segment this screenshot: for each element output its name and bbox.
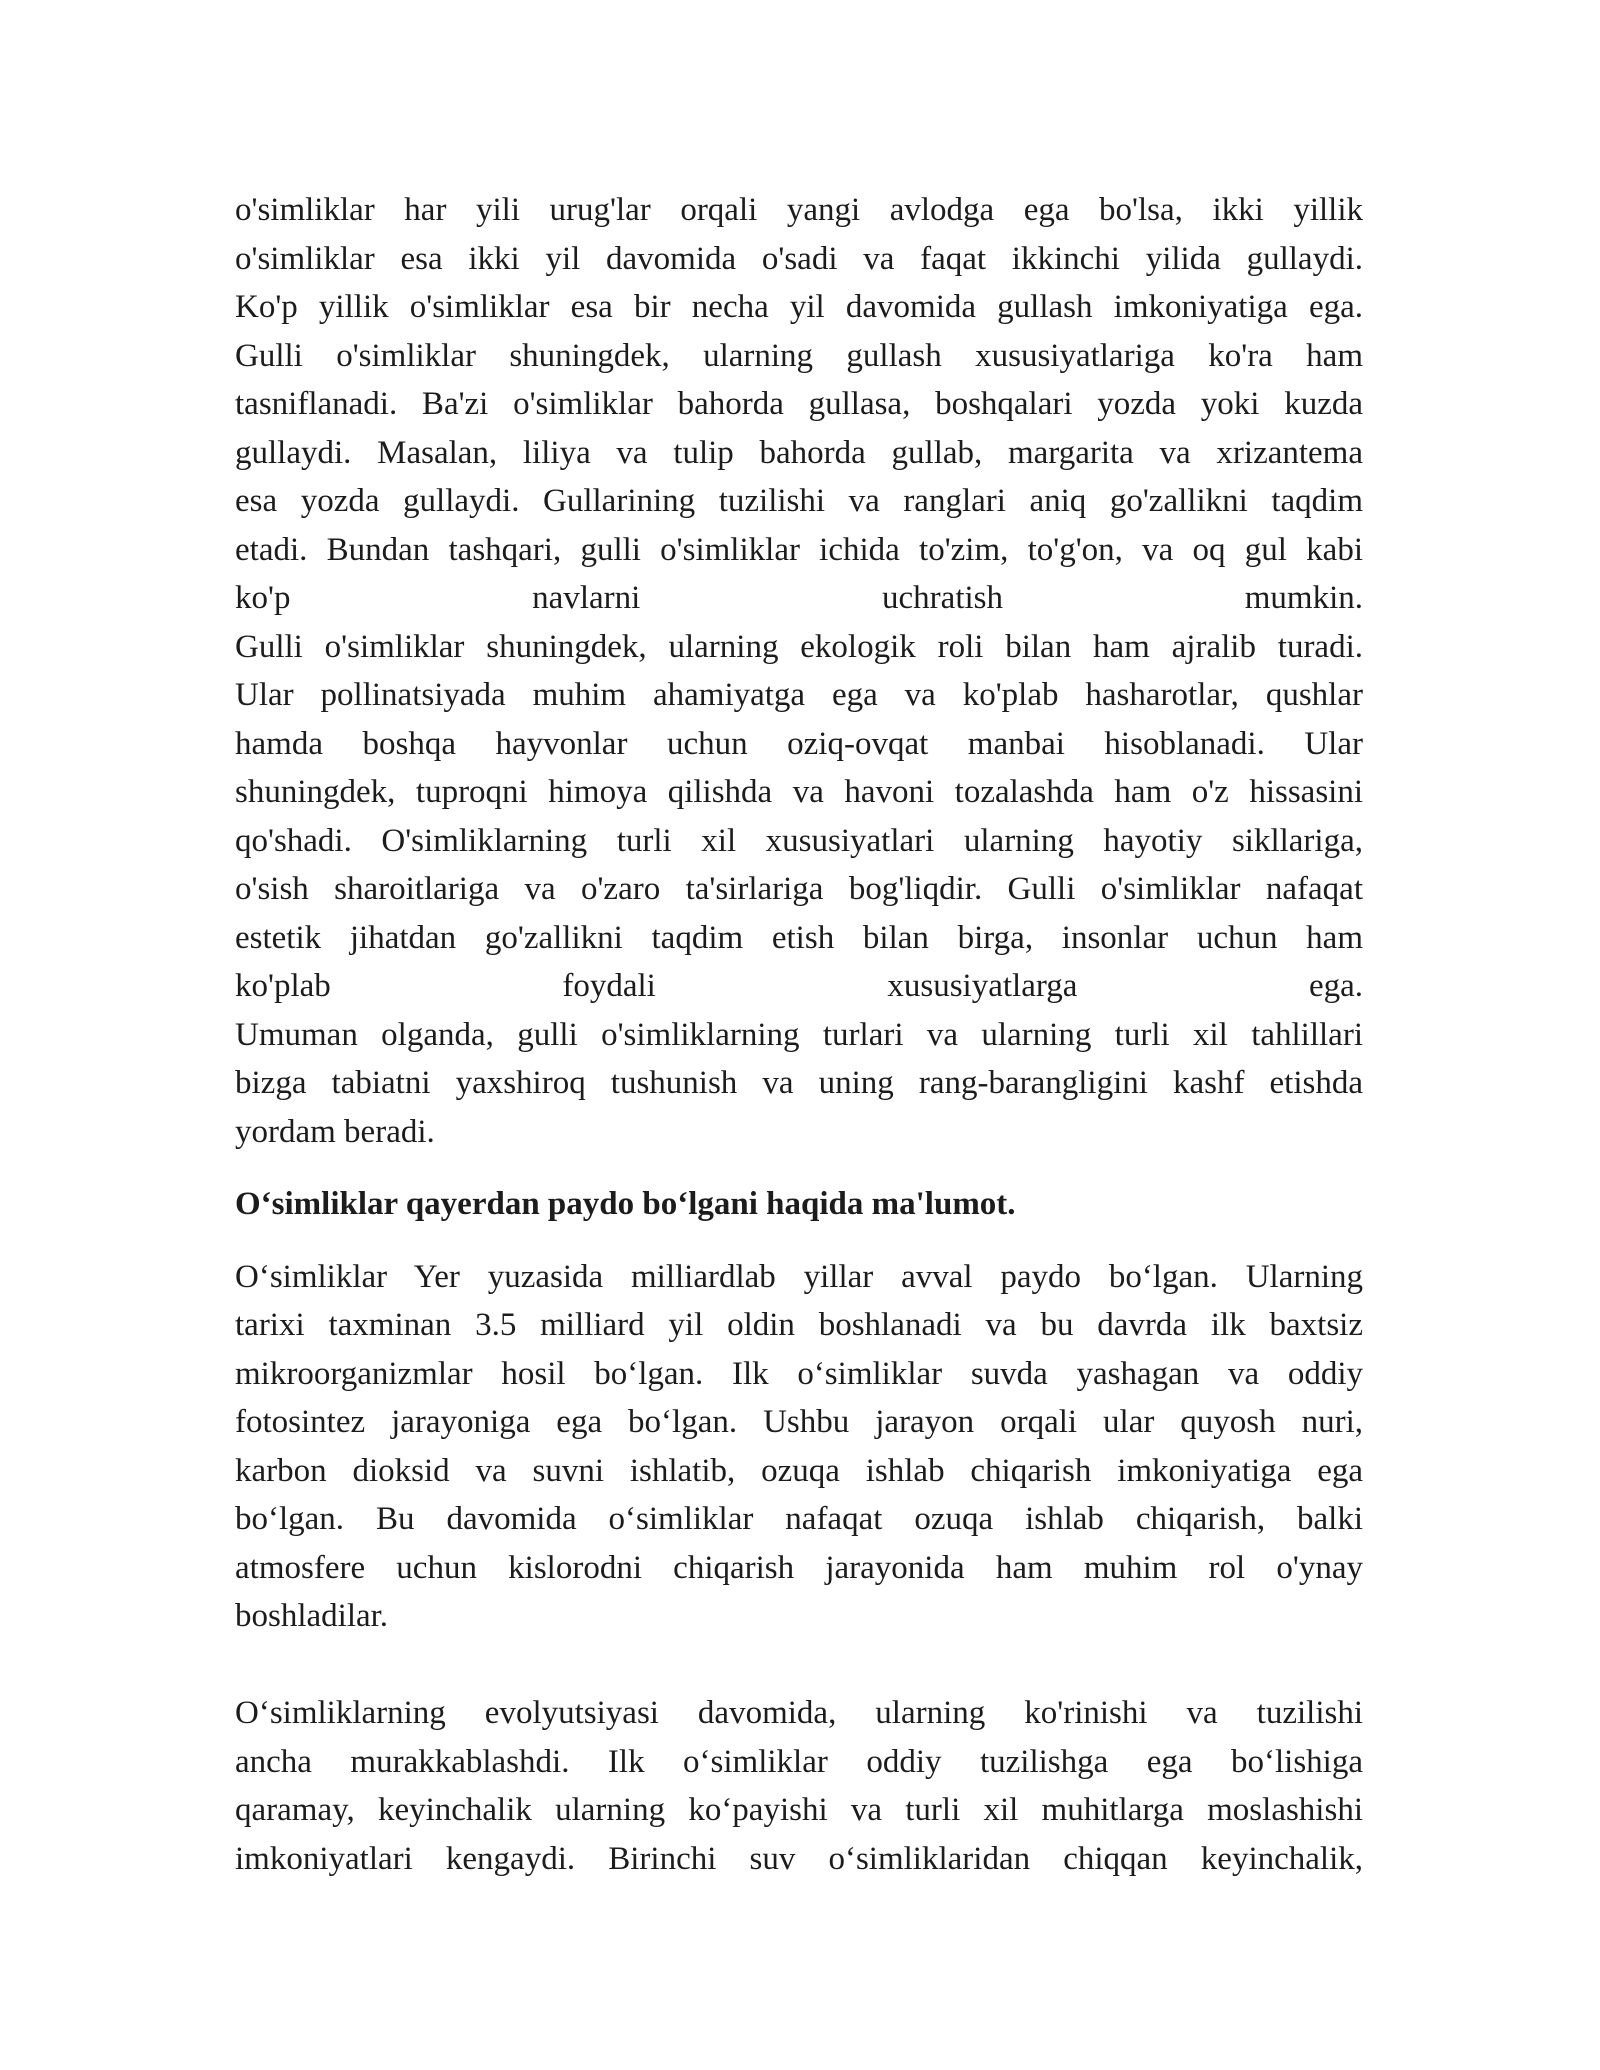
paragraph-line: esa yozda gullaydi. Gullarining tuzilishi va ranglari aniq go'zallikni taqdim [235,483,1363,519]
paragraph-line: imkoniyatlari kengaydi. Birinchi suv o‘simliklaridan chiqqan keyinchalik, [235,1840,1363,1877]
paragraph-line: hamda boshqa hayvonlar uchun oziq-ovqat manbai hisoblanadi. Ular [235,725,1363,762]
paragraph-origin [235,1253,1363,1641]
paragraph-line: atmosfere uchun kislorodni chiqarish jarayonida ham muhim rol o'ynay [235,1549,1363,1586]
paragraph-line: bizga tabiatni yaxshiroq tushunish va uning rang-barangligini kashf etishda [235,1065,1363,1101]
paragraph-line: Umuman olganda, gulli o'simliklarning turlari va ularning turli xil tahlillari [235,1016,1363,1053]
document-body [235,186,1363,1883]
paragraph-line: ancha murakkablashdi. Ilk o‘simliklar oddiy tuzilishga ega bo‘lishiga [235,1743,1363,1780]
paragraph-line: o'sish sharoitlariga va o'zaro ta'sirlariga bog'liqdir. Gulli o'simliklar nafaqat [235,871,1363,907]
paragraph-line: tasniflanadi. Ba'zi o'simliklar bahorda gullasa, boshqalari yozda yoki kuzda [235,386,1363,422]
paragraph-line: o'simliklar har yili urug'lar orqali yangi avlodga ega bo'lsa, ikki yillik [235,192,1363,228]
paragraph-line: qaramay, keyinchalik ularning ko‘payishi va turli xil muhitlarga moslashishi [235,1792,1363,1828]
paragraph-growth-cycles [235,186,1363,1156]
paragraph-line: Gulli o'simliklar shuningdek, ularning ekologik roli bilan ham ajralib turadi. [235,628,1363,665]
paragraph-line: gullaydi. Masalan, liliya va tulip bahorda gullab, margarita va xrizantema [235,434,1363,471]
paragraph-line: estetik jihatdan go'zallikni taqdim etish bilan birga, insonlar uchun ham [235,919,1363,956]
paragraph-line: boshladilar. [235,1598,389,1634]
paragraph-line: Ko'p yillik o'simliklar esa bir necha yil davomida gullash imkoniyatiga ega. [235,289,1363,325]
paragraph-line: fotosintez jarayoniga ega bo‘lgan. Ushbu jarayon orqali ular quyosh nuri, [235,1404,1363,1440]
paragraph-line: yordam beradi. [235,1113,435,1150]
paragraph-spacer [235,1641,1363,1690]
paragraph-line: tarixi taxminan 3.5 milliard yil oldin boshlanadi va bu davrda ilk baxtsiz [235,1307,1363,1343]
paragraph-line: bo‘lgan. Bu davomida o‘simliklar nafaqat ozuqa ishlab chiqarish, balki [235,1501,1363,1537]
section-heading: O‘simliklar qayerdan paydo bo‘lgani haqida ma'lumot. [235,1186,1016,1222]
paragraph-line: ko'p navlarni uchratish mumkin. [235,580,1363,616]
paragraph-line: Gulli o'simliklar shuningdek, ularning gullash xususiyatlariga ko'ra ham [235,337,1363,374]
paragraph-line: o'simliklar esa ikki yil davomida o'sadi va faqat ikkinchi yilida gullaydi. [235,240,1363,277]
paragraph-line: etadi. Bundan tashqari, gulli o'simliklar ichida to'zim, to'g'on, va oq gul kabi [235,531,1363,568]
paragraph-line: O‘simliklarning evolyutsiyasi davomida, ularning ko'rinishi va tuzilishi [235,1695,1363,1731]
paragraph-line: mikroorganizmlar hosil bo‘lgan. Ilk o‘simliklar suvda yashagan va oddiy [235,1355,1363,1392]
paragraph-line: shuningdek, tuproqni himoya qilishda va havoni tozalashda ham o'z hissasini [235,774,1363,810]
paragraph-line: O‘simliklar Yer yuzasida milliardlab yillar avval paydo bo‘lgan. Ularning [235,1258,1363,1295]
paragraph-line: karbon dioksid va suvni ishlatib, ozuqa ishlab chiqarish imkoniyatiga ega [235,1452,1363,1489]
paragraph-line: ko'plab foydali xususiyatlarga ega. [235,968,1363,1004]
paragraph-evolution [235,1689,1363,1883]
paragraph-line: qo'shadi. O'simliklarning turli xil xususiyatlari ularning hayotiy sikllariga, [235,822,1363,859]
paragraph-line: Ular pollinatsiyada muhim ahamiyatga ega va ko'plab hasharotlar, qushlar [235,677,1363,713]
